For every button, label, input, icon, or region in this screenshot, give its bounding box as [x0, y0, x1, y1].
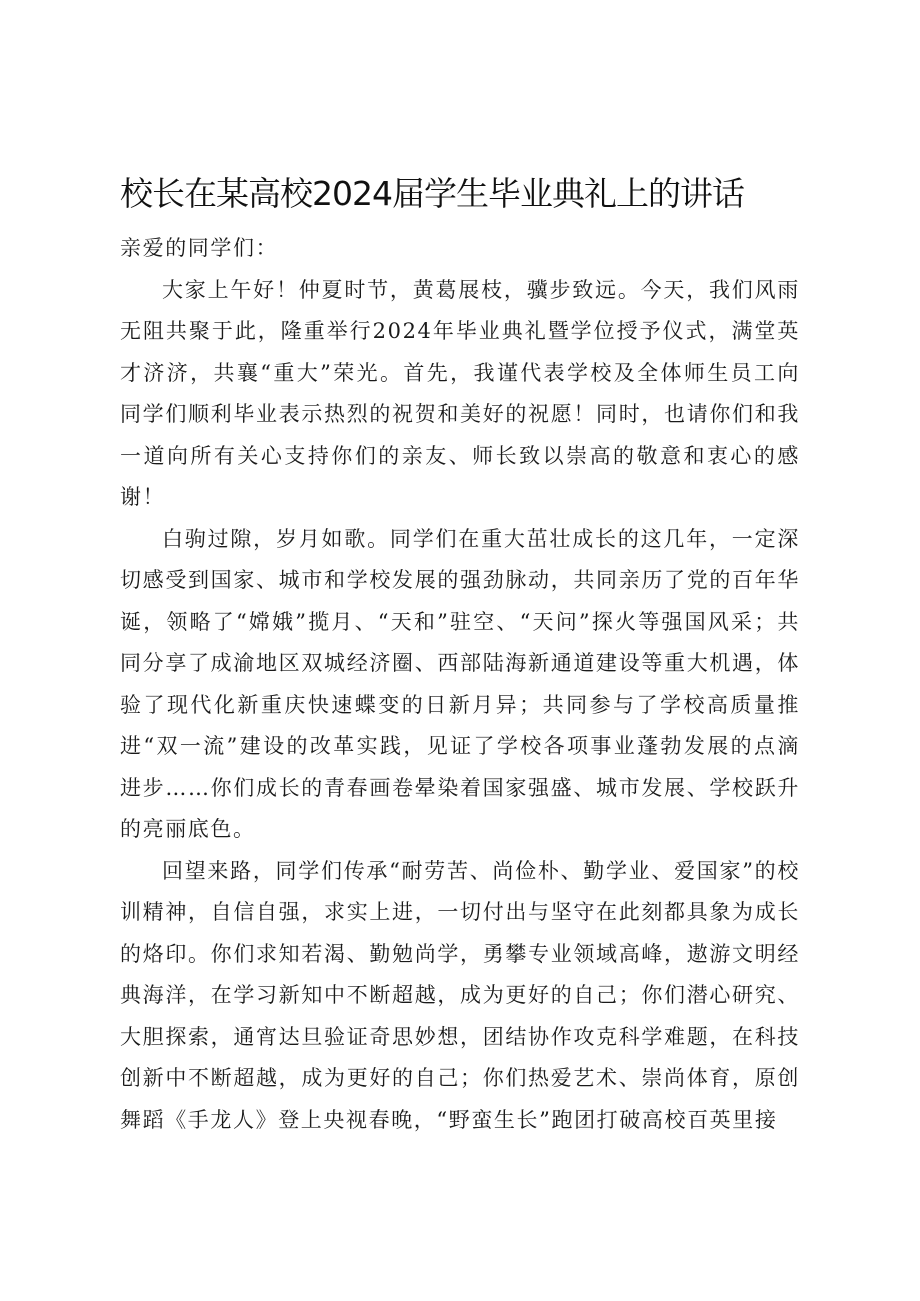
salutation: 亲爱的同学们：: [120, 236, 279, 260]
paragraph-greeting: 大家上午好！仲夏时节，黄葛展枝，骥步致远。今天，我们风雨无阻共聚于此，隆重举行2024年毕业典礼暨学位授予仪式，满堂英才济济，共襄“重大”荣光。首先，我谨代表学校及全体师生员工向同学们顺利毕业表示热烈的祝贺和美好的祝愿！同时，也请你们和我一道向所有关心支持你们的亲友、师长致以崇高的敬意和衷心的感谢！: [120, 277, 800, 509]
paragraph-growth: 白驹过隙，岁月如歌。同学们在重大茁壮成长的这几年，一定深切感受到国家、城市和学校发展的强劲脉动，共同亲历了党的百年华诞，领略了“嫦娥”揽月、“天和”驻空、“天问”探火等强国风采；共同分享了成渝地区双城经济圈、西部陆海新通道建设等重大机遇，体验了现代化新重庆快速蝶变的日新月异；共同参与了学校高质量推进“双一流”建设的改革实践，见证了学校各项事业蓬勃发展的点滴进步……你们成长的青春画卷晕染着国家强盛、城市发展、学校跃升的亮丽底色。: [120, 526, 800, 841]
paragraph-retrospect: 回望来路，同学们传承“耐劳苦、尚俭朴、勤学业、爱国家”的校训精神，自信自强，求实上进，一切付出与坚守在此刻都具象为成长的烙印。你们求知若渴、勤勉尚学，勇攀专业领域高峰，遨游文明经典海洋，在学习新知中不断超越，成为更好的自己；你们潜心研究、大胆探索，通宵达旦验证奇思妙想，团结协作攻克科学难题，在科技创新中不断超越，成为更好的自己；你们热爱艺术、崇尚体育，原创舞蹈《手龙人》登上央视春晚，“野蛮生长”跑团打破高校百英里接: [120, 858, 800, 1132]
document-body: [120, 228, 800, 1141]
document-title: 校长在某高校2024届学生毕业典礼上的讲话: [120, 174, 744, 213]
